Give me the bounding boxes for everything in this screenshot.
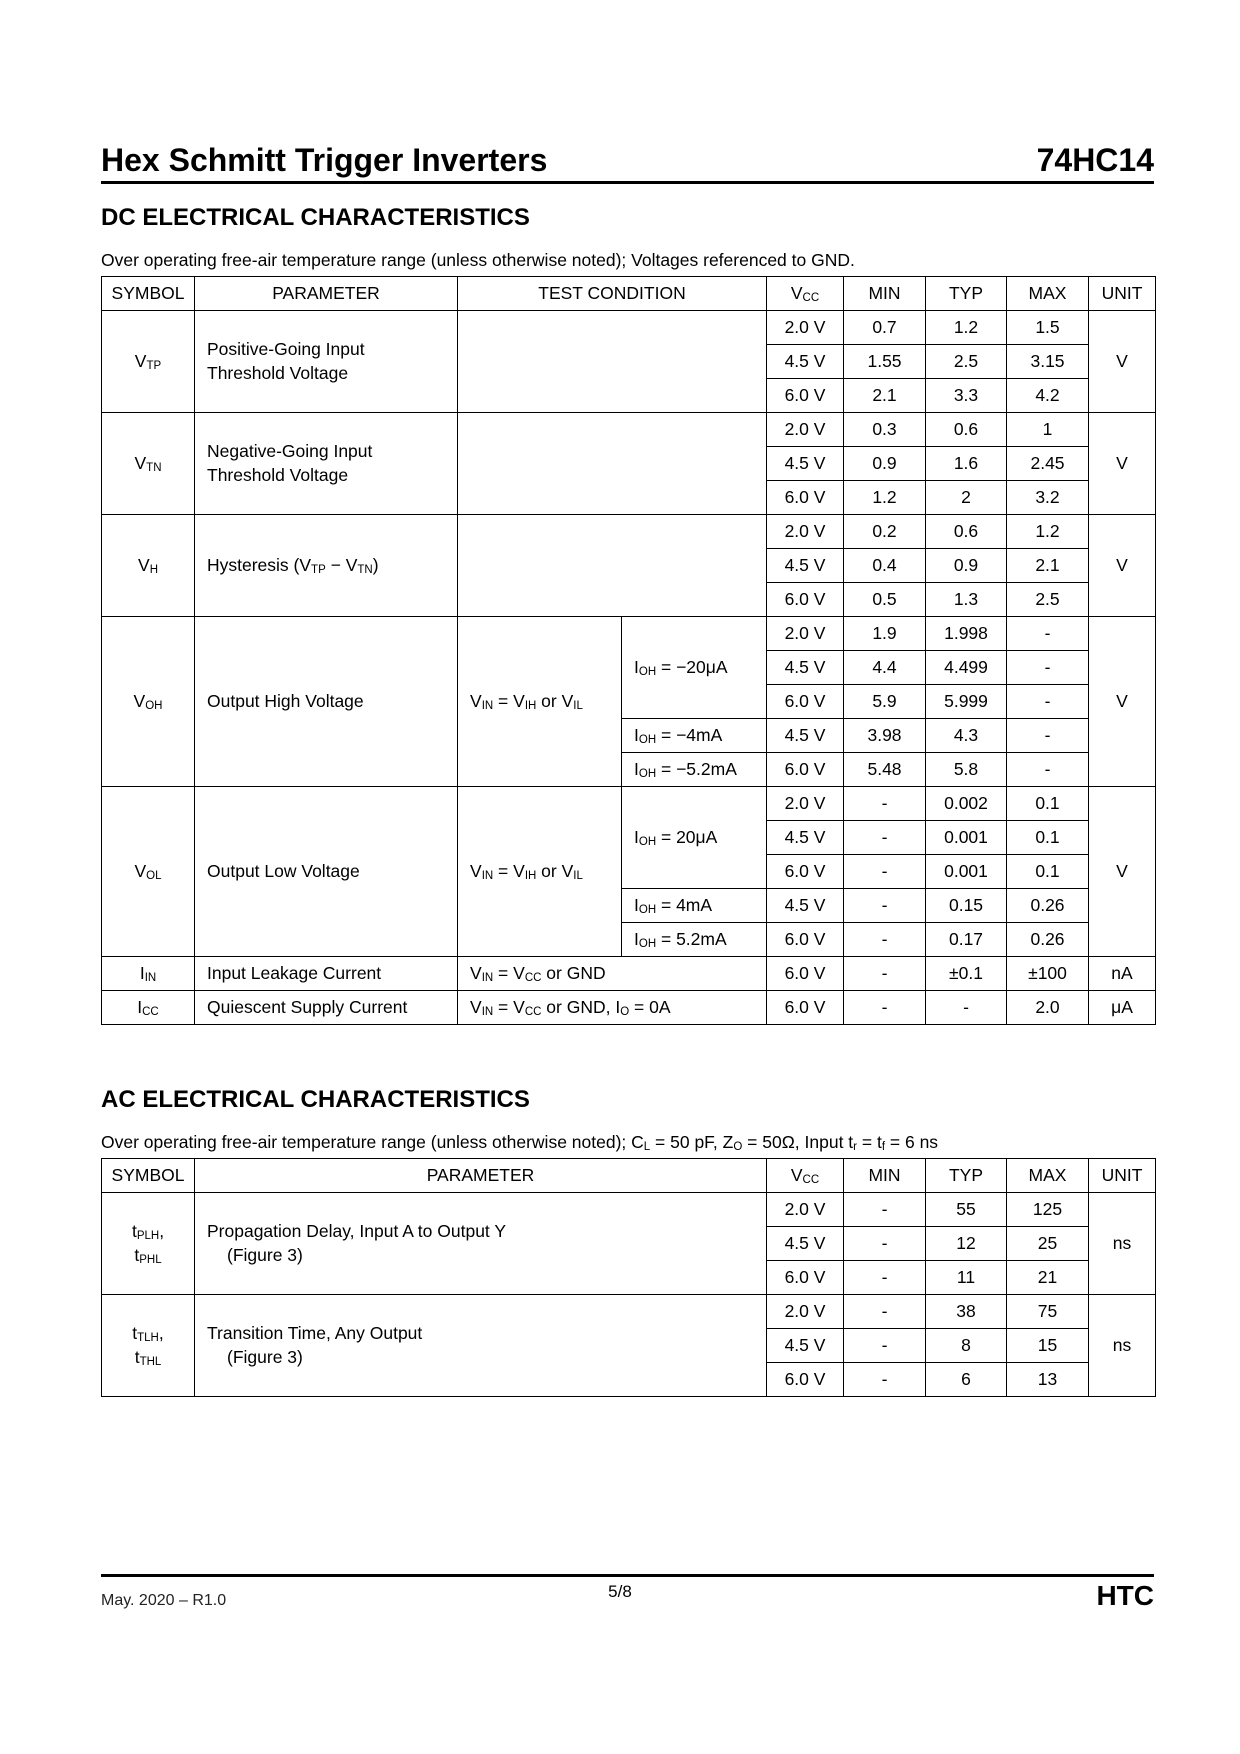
min-cell: -	[844, 957, 926, 991]
max-cell: 13	[1007, 1363, 1089, 1397]
header-max: MAX	[1007, 1159, 1089, 1193]
current-cond-cell: $I_{OH} = -5.2mA$	[622, 753, 767, 787]
min-cell: 0.4	[844, 549, 926, 583]
max-cell: 0.26	[1007, 889, 1089, 923]
vcc-cell: 4.5 V	[767, 651, 844, 685]
header-test-condition: TEST CONDITION	[458, 277, 767, 311]
header-vcc: $V_{CC}$	[767, 277, 844, 311]
header-unit: UNIT	[1089, 1159, 1156, 1193]
cond-vol: $V_{IN} = V_{IH}$ or $V_{IL}$	[458, 787, 622, 957]
min-cell: -	[844, 787, 926, 821]
max-cell: 0.1	[1007, 855, 1089, 889]
param-voh: Output High Voltage	[195, 617, 458, 787]
max-cell: -	[1007, 719, 1089, 753]
vcc-cell: 6.0 V	[767, 753, 844, 787]
vcc-cell: 4.5 V	[767, 719, 844, 753]
current-cond-cell: $I_{OH} = -4mA$	[622, 719, 767, 753]
typ-cell: 5.999	[926, 685, 1007, 719]
vcc-cell: 6.0 V	[767, 991, 844, 1025]
symbol-voh: $V_{OH}$	[102, 617, 195, 787]
typ-cell: 5.8	[926, 753, 1007, 787]
symbol-vol: $V_{OL}$	[102, 787, 195, 957]
cond-vtp	[458, 311, 767, 413]
symbol-iin: $I_{IN}$	[102, 957, 195, 991]
header-parameter: PARAMETER	[195, 277, 458, 311]
brand-logo-text: HTC	[1096, 1580, 1154, 1611]
symbol-tp: $t_{PLH}$, $t_{PHL}$	[102, 1193, 195, 1295]
header-unit: UNIT	[1089, 277, 1156, 311]
current-cond-cell: $I_{OH} = 5.2mA$	[622, 923, 767, 957]
max-cell: 0.1	[1007, 821, 1089, 855]
vcc-cell: 4.5 V	[767, 345, 844, 379]
vcc-cell: 2.0 V	[767, 617, 844, 651]
param-vtn: Negative-Going Input Threshold Voltage	[195, 413, 458, 515]
footer-revision-date: May. 2020 – R1.0	[101, 1592, 227, 1609]
min-cell: 0.9	[844, 447, 926, 481]
vcc-cell: 6.0 V	[767, 1261, 844, 1295]
current-cond-cell: $I_{OH} = -20\mu A$	[622, 617, 767, 719]
vcc-cell: 4.5 V	[767, 1329, 844, 1363]
max-cell: 125	[1007, 1193, 1089, 1227]
typ-cell: 0.6	[926, 515, 1007, 549]
min-cell: 1.2	[844, 481, 926, 515]
ac-characteristics-table	[101, 1158, 1156, 1397]
typ-cell: 0.6	[926, 413, 1007, 447]
typ-cell: 0.17	[926, 923, 1007, 957]
typ-cell: 4.499	[926, 651, 1007, 685]
min-cell: 4.4	[844, 651, 926, 685]
param-vh: Hysteresis $(V_{TP} - V_{TN})$	[195, 515, 458, 617]
typ-cell: 6	[926, 1363, 1007, 1397]
unit-voh: V	[1089, 617, 1156, 787]
header-typ: TYP	[926, 1159, 1007, 1193]
min-cell: 2.1	[844, 379, 926, 413]
min-cell: -	[844, 1363, 926, 1397]
header-typ: TYP	[926, 277, 1007, 311]
table-row	[102, 1193, 1156, 1227]
vcc-cell: 6.0 V	[767, 957, 844, 991]
header-vcc: $V_{CC}$	[767, 1159, 844, 1193]
max-cell: 2.0	[1007, 991, 1089, 1025]
typ-cell: -	[926, 991, 1007, 1025]
header-symbol: SYMBOL	[102, 1159, 195, 1193]
typ-cell: 0.001	[926, 821, 1007, 855]
unit-tt: ns	[1089, 1295, 1156, 1397]
header-min: MIN	[844, 277, 926, 311]
cond-vtn	[458, 413, 767, 515]
dc-header-row	[102, 277, 1156, 311]
max-cell: 75	[1007, 1295, 1089, 1329]
typ-cell: 1.6	[926, 447, 1007, 481]
max-cell: -	[1007, 685, 1089, 719]
min-cell: -	[844, 821, 926, 855]
dc-section-title: DC ELECTRICAL CHARACTERISTICS	[101, 204, 530, 231]
dc-section-note: Over operating free-air temperature range (unless otherwise noted); Voltages referenced to GND.	[101, 250, 855, 270]
unit-iin: nA	[1089, 957, 1156, 991]
max-cell: 1.5	[1007, 311, 1089, 345]
footer-divider	[101, 1574, 1154, 1577]
header-max: MAX	[1007, 277, 1089, 311]
param-iin: Input Leakage Current	[195, 957, 458, 991]
min-cell: 1.55	[844, 345, 926, 379]
page-number: 5/8	[608, 1582, 632, 1601]
max-cell: -	[1007, 753, 1089, 787]
vcc-cell: 4.5 V	[767, 447, 844, 481]
unit-vtp: V	[1089, 311, 1156, 413]
max-cell: -	[1007, 651, 1089, 685]
table-row	[102, 991, 1156, 1025]
min-cell: -	[844, 991, 926, 1025]
typ-cell: 3.3	[926, 379, 1007, 413]
typ-cell: 8	[926, 1329, 1007, 1363]
max-cell: 1	[1007, 413, 1089, 447]
unit-tp: ns	[1089, 1193, 1156, 1295]
document-title: Hex Schmitt Trigger Inverters	[101, 142, 548, 178]
typ-cell: 12	[926, 1227, 1007, 1261]
table-row	[102, 1295, 1156, 1329]
param-tt: Transition Time, Any Output (Figure 3)	[195, 1295, 767, 1397]
vcc-cell: 6.0 V	[767, 1363, 844, 1397]
min-cell: -	[844, 1193, 926, 1227]
max-cell: -	[1007, 617, 1089, 651]
min-cell: 1.9	[844, 617, 926, 651]
min-cell: 0.7	[844, 311, 926, 345]
table-row	[102, 311, 1156, 345]
vcc-cell: 4.5 V	[767, 1227, 844, 1261]
param-vtp: Positive-Going Input Threshold Voltage	[195, 311, 458, 413]
unit-icc: μA	[1089, 991, 1156, 1025]
vcc-cell: 6.0 V	[767, 379, 844, 413]
symbol-vtp: $V_{TP}$	[102, 311, 195, 413]
param-icc: Quiescent Supply Current	[195, 991, 458, 1025]
max-cell: 15	[1007, 1329, 1089, 1363]
typ-cell: 0.001	[926, 855, 1007, 889]
vcc-cell: 2.0 V	[767, 787, 844, 821]
header-min: MIN	[844, 1159, 926, 1193]
min-cell: -	[844, 889, 926, 923]
cond-voh: $V_{IN} = V_{IH}$ or $V_{IL}$	[458, 617, 622, 787]
min-cell: -	[844, 1261, 926, 1295]
typ-cell: 11	[926, 1261, 1007, 1295]
min-cell: -	[844, 923, 926, 957]
min-cell: 0.2	[844, 515, 926, 549]
typ-cell: 4.3	[926, 719, 1007, 753]
current-cond-cell: $I_{OH} = 4mA$	[622, 889, 767, 923]
table-row	[102, 413, 1156, 447]
typ-cell: ±0.1	[926, 957, 1007, 991]
unit-vtn: V	[1089, 413, 1156, 515]
typ-cell: 2.5	[926, 345, 1007, 379]
vcc-cell: 4.5 V	[767, 889, 844, 923]
cond-iin: $V_{IN} = V_{CC}$ or GND	[458, 957, 767, 991]
typ-cell: 1.998	[926, 617, 1007, 651]
header-parameter: PARAMETER	[195, 1159, 767, 1193]
max-cell: 2.45	[1007, 447, 1089, 481]
min-cell: 0.3	[844, 413, 926, 447]
header-symbol: SYMBOL	[102, 277, 195, 311]
current-cond-cell: $I_{OH} = 20\mu A$	[622, 787, 767, 889]
min-cell: -	[844, 1295, 926, 1329]
vcc-cell: 6.0 V	[767, 685, 844, 719]
ac-section-title: AC ELECTRICAL CHARACTERISTICS	[101, 1086, 530, 1113]
min-cell: 0.5	[844, 583, 926, 617]
typ-cell: 1.2	[926, 311, 1007, 345]
vcc-cell: 4.5 V	[767, 821, 844, 855]
max-cell: 2.1	[1007, 549, 1089, 583]
symbol-tt: $t_{TLH}$, $t_{THL}$	[102, 1295, 195, 1397]
min-cell: -	[844, 1329, 926, 1363]
unit-vol: V	[1089, 787, 1156, 957]
max-cell: 3.15	[1007, 345, 1089, 379]
vcc-cell: 6.0 V	[767, 923, 844, 957]
max-cell: 25	[1007, 1227, 1089, 1261]
vcc-cell: 6.0 V	[767, 481, 844, 515]
max-cell: 0.26	[1007, 923, 1089, 957]
table-row	[102, 957, 1156, 991]
symbol-vtn: $V_{TN}$	[102, 413, 195, 515]
dc-characteristics-table	[101, 276, 1156, 1025]
part-number: 74HC14	[1036, 142, 1154, 178]
max-cell: 0.1	[1007, 787, 1089, 821]
typ-cell: 38	[926, 1295, 1007, 1329]
vcc-cell: 2.0 V	[767, 515, 844, 549]
typ-cell: 1.3	[926, 583, 1007, 617]
table-row	[102, 787, 1156, 821]
typ-cell: 2	[926, 481, 1007, 515]
max-cell: 1.2	[1007, 515, 1089, 549]
param-tp: Propagation Delay, Input A to Output Y (Figure 3)	[195, 1193, 767, 1295]
symbol-vh: $V_H$	[102, 515, 195, 617]
min-cell: 3.98	[844, 719, 926, 753]
table-row	[102, 617, 1156, 651]
unit-vh: V	[1089, 515, 1156, 617]
vcc-cell: 6.0 V	[767, 855, 844, 889]
table-row	[102, 515, 1156, 549]
ac-section-note: Over operating free-air temperature range (unless otherwise noted); $C_L = 50$ pF, $Z_O = 50\Omega$, Input $t_r = t_f = 6$ ns	[101, 1132, 939, 1153]
ac-header-row	[102, 1159, 1156, 1193]
max-cell: ±100	[1007, 957, 1089, 991]
typ-cell: 55	[926, 1193, 1007, 1227]
typ-cell: 0.002	[926, 787, 1007, 821]
min-cell: -	[844, 855, 926, 889]
max-cell: 2.5	[1007, 583, 1089, 617]
vcc-cell: 2.0 V	[767, 311, 844, 345]
page-header	[101, 140, 1154, 184]
typ-cell: 0.15	[926, 889, 1007, 923]
max-cell: 3.2	[1007, 481, 1089, 515]
param-vol: Output Low Voltage	[195, 787, 458, 957]
max-cell: 4.2	[1007, 379, 1089, 413]
vcc-cell: 2.0 V	[767, 1295, 844, 1329]
cond-vh	[458, 515, 767, 617]
vcc-cell: 6.0 V	[767, 583, 844, 617]
min-cell: 5.9	[844, 685, 926, 719]
max-cell: 21	[1007, 1261, 1089, 1295]
cond-icc: $V_{IN} = V_{CC}$ or GND, $I_O = 0A$	[458, 991, 767, 1025]
symbol-icc: $I_{CC}$	[102, 991, 195, 1025]
vcc-cell: 4.5 V	[767, 549, 844, 583]
min-cell: 5.48	[844, 753, 926, 787]
typ-cell: 0.9	[926, 549, 1007, 583]
min-cell: -	[844, 1227, 926, 1261]
vcc-cell: 2.0 V	[767, 1193, 844, 1227]
vcc-cell: 2.0 V	[767, 413, 844, 447]
